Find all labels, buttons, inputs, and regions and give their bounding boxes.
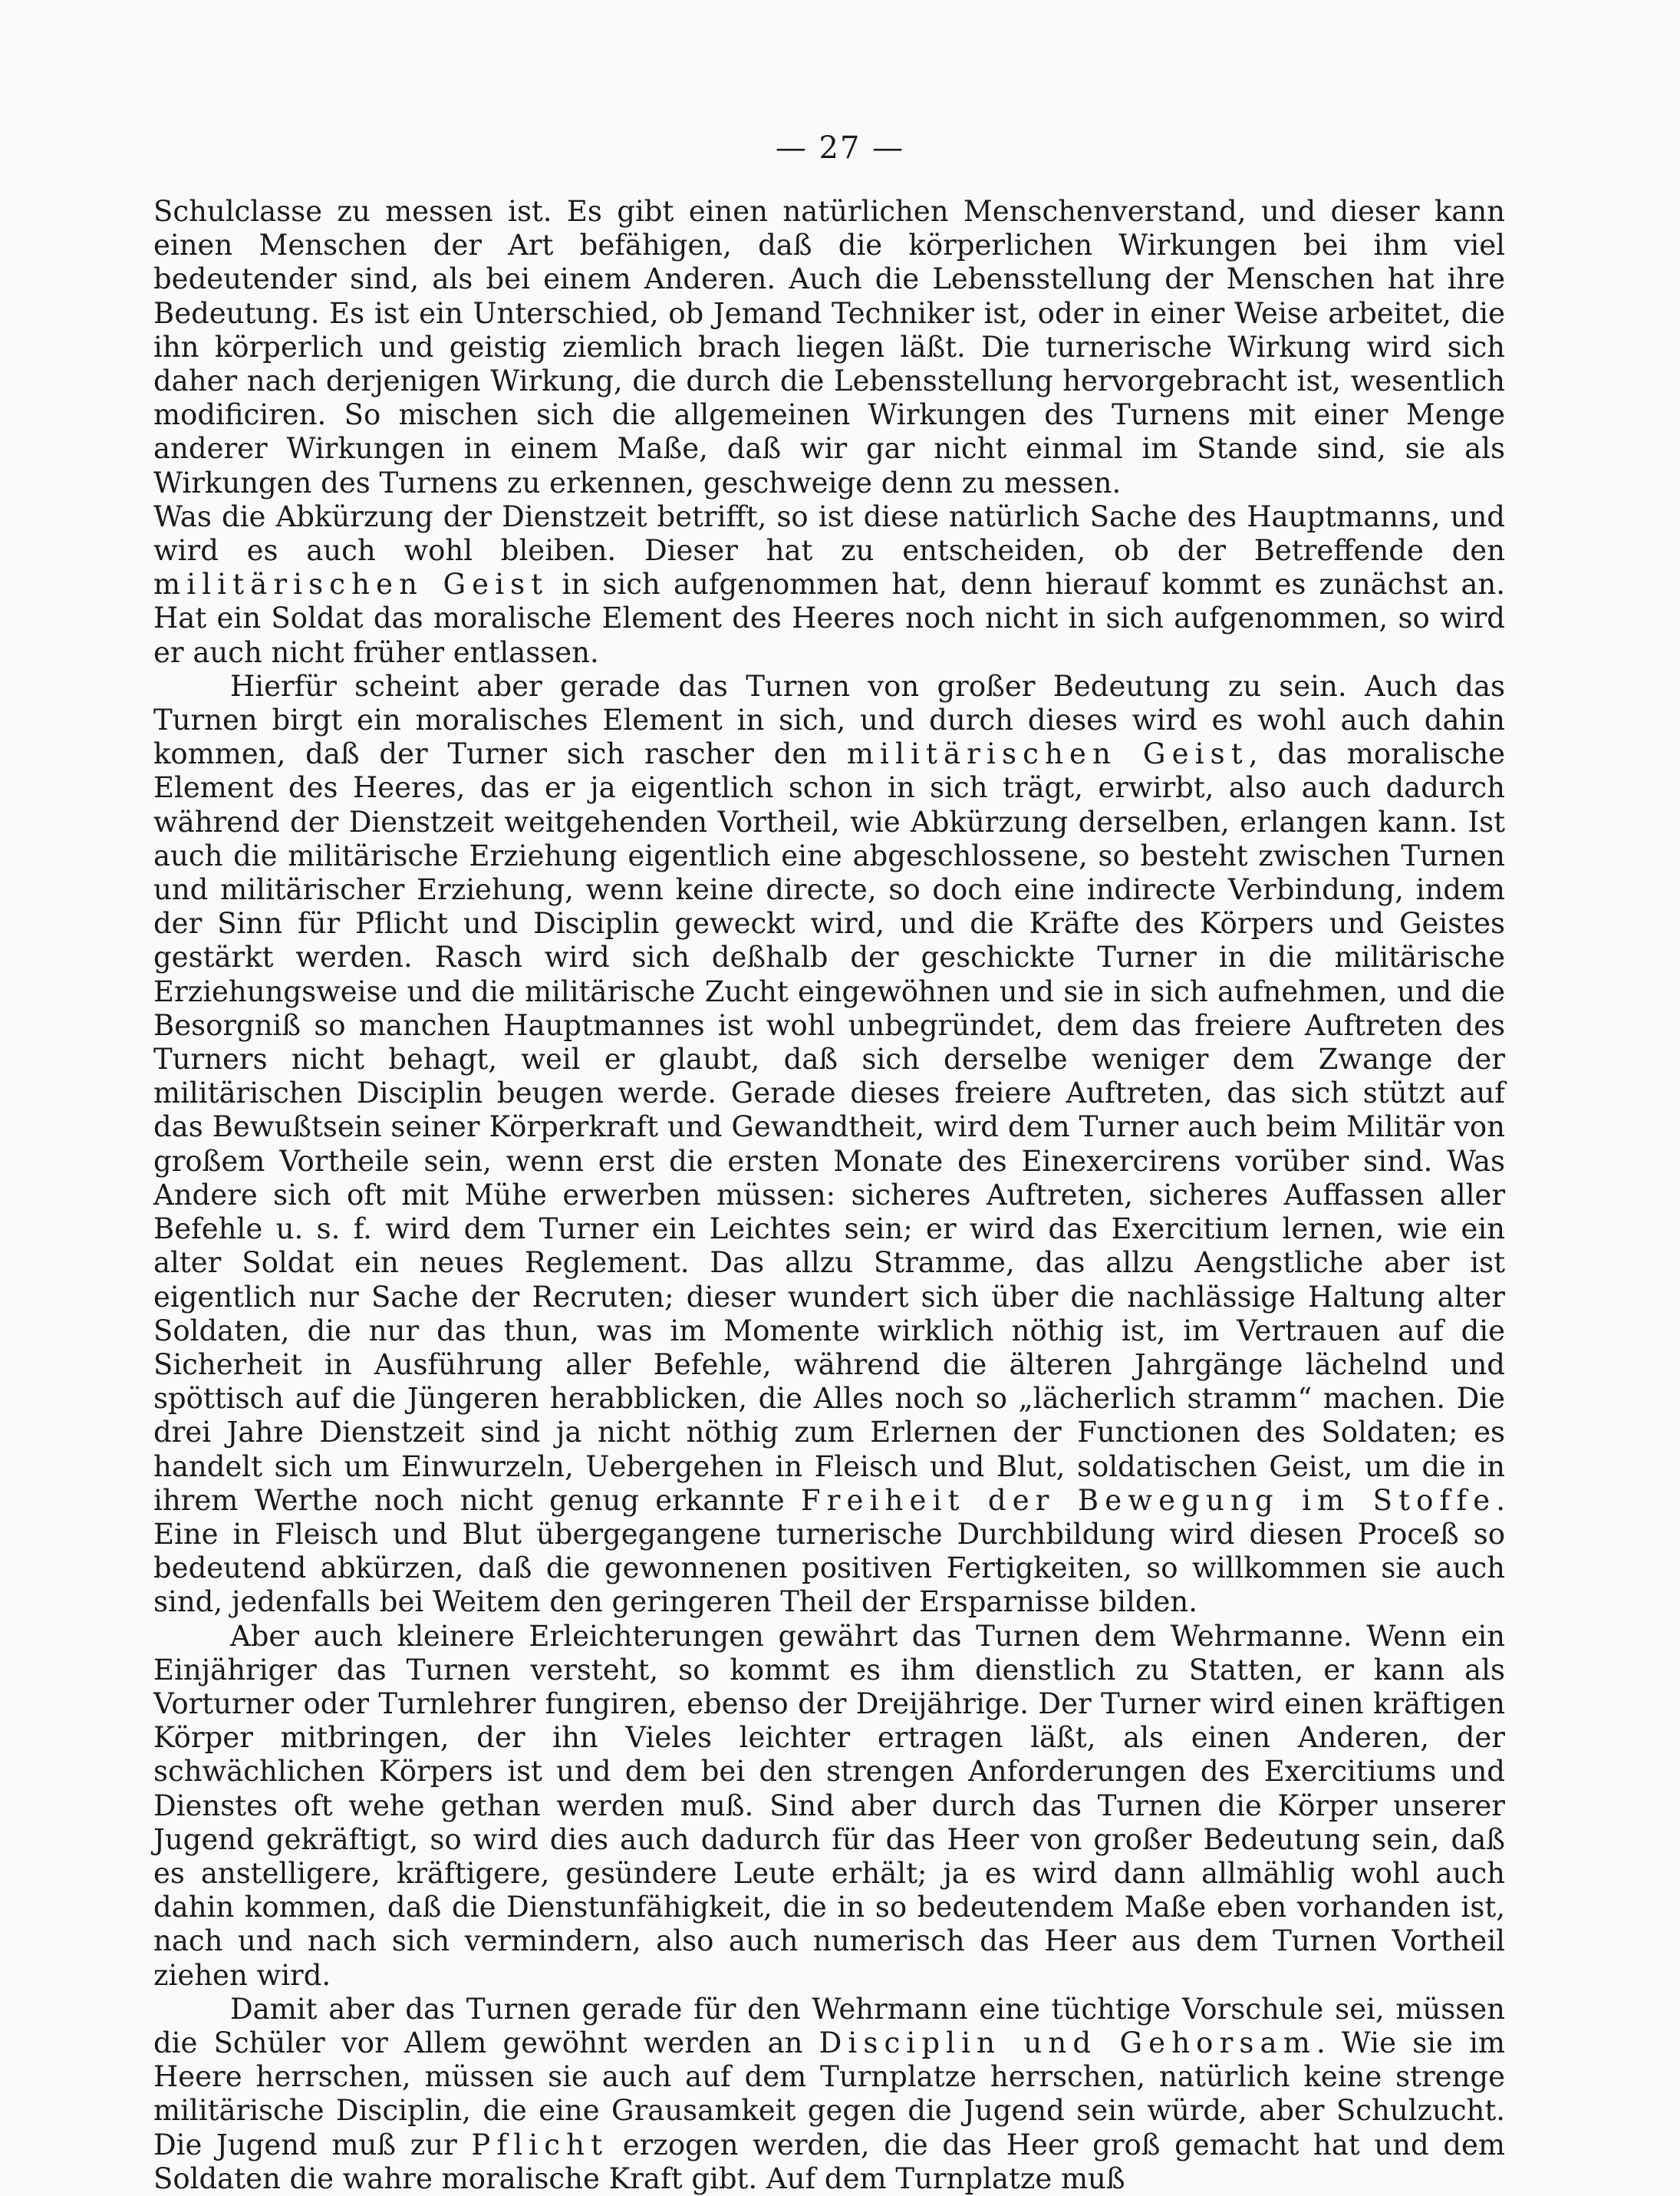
emphasized-text: Disciplin und Gehorsam [819, 2026, 1316, 2059]
text-segment: in sich aufgenommen hat, denn hierauf kommt es zunächst an. Hat ein Soldat das moralische Element des Heeres noch nicht in sich aufgenommen, so wird er auch nicht früher entlassen. [153, 568, 1505, 669]
paragraph [153, 670, 1505, 1620]
emphasized-text: Freiheit der Bewegung im Stoffe [800, 1483, 1497, 1517]
paragraph [153, 1620, 1505, 1993]
paragraph [153, 195, 1505, 500]
emphasized-text: Pflicht [471, 2128, 609, 2161]
page-number: — 27 — [775, 130, 905, 166]
text-segment: . Wie sie im Heere herrschen, müssen sie auch auf dem Turnplatze herrschen, natürlich keine strenge militärische Disciplin, die eine Grausamkeit gegen die Jugend sein würde, aber Schulzucht. Die Jugend muß zur [153, 2026, 1506, 2161]
paragraph [153, 500, 1505, 670]
text-segment: Hierfür scheint aber gerade das Turnen von großer Bedeutung zu sein. Auch das Turnen birgt ein moralisches Element in sich, und durch dieses wird es wohl auch dahin kommen, daß der Turner sich rascher den [153, 669, 1505, 771]
text-segment: Aber auch kleinere Erleichterungen gewährt das Turnen dem Wehrmanne. Wenn ein Einjähriger das Turnen versteht, so kommt es ihm dienstlich zu Statten, er kann als Vorturner oder Turnlehrer fungiren, ebenso der Dreijährige. Der Turner wird einen kräftigen Körper mitbringen, der ihn Vieles leichter ertragen läßt, als einen Anderen, der schwächlichen Körpers ist und dem bei den strengen Anforderungen des Exercitiums und Dienstes oft wehe gethan werden muß. Sind aber durch das Turnen die Körper unserer Jugend gekräftigt, so wird dies auch dadurch für das Heer von großer Bedeutung sein, daß es anstelligere, kräftigere, gesündere Leute erhält; ja es wird dann allmählig wohl auch dahin kommen, daß die Dienstunfähigkeit, die in so bedeutendem Maße eben vorhanden ist, nach und nach sich vermindern, also auch numerisch das Heer aus dem Turnen Vortheil ziehen wird. [153, 1619, 1505, 1992]
text-segment: , das moralische Element des Heeres, das er ja eigentlich schon in sich trägt, erwirbt, also auch dadurch während der Dienstzeit weitgehenden Vortheil, wie Abkürzung derselben, erlangen kann. Ist auch die militärische Erziehung eigentlich eine abgeschlossene, so besteht zwischen Turnen und militärischer Erziehung, wenn keine directe, so doch eine indirecte Verbindung, indem der Sinn für Pflicht und Disciplin geweckt wird, und die Kräfte des Körpers und Geistes gestärkt werden. Rasch wird sich deßhalb der geschickte Turner in die militärische Erziehungsweise und die militärische Zucht eingewöhnen und sie in sich aufnehmen, und die Besorgniß so manchen Hauptmannes ist wohl unbegründet, dem das freiere Auftreten des Turners nicht behagt, weil er glaubt, daß sich derselbe weniger dem Zwange der militärischen Disciplin beugen werde. Gerade dieses freiere Auftreten, das sich stützt auf das Bewußtsein seiner Körperkraft und Gewandtheit, wird dem Turner auch beim Militär von großem Vortheile sein, wenn erst die ersten Monate des Einexercirens vorüber sind. Was Andere sich oft mit Mühe erwerben müssen: sicheres Auftreten, sicheres Auffassen aller Befehle u. s. f. wird dem Turner ein Leichtes sein; er wird das Exercitium lernen, wie ein alter Soldat ein neues Reglement. Das allzu Stramme, das allzu Aengstliche aber ist eigentlich nur Sache der Recruten; dieser wundert sich über die nachlässige Haltung alter Soldaten, die nur das thun, was im Momente wirklich nöthig ist, im Vertrauen auf die Sicherheit in Ausführung aller Befehle, während die älteren Jahrgänge lächelnd und spöttisch auf die Jüngeren herabblicken, die Alles noch so „lächerlich stramm“ machen. Die drei Jahre Dienstzeit sind ja nicht nöthig zum Erlernen der Functionen des Soldaten; es handelt sich um Einwurzeln, Uebergehen in Fleisch und Blut, soldatischen Geist, um die in ihrem Werthe noch nicht genug erkannte [153, 737, 1505, 1517]
emphasized-text: militärischen Geist [846, 737, 1249, 771]
text-segment: Was die Abkürzung der Dienstzeit betrifft, so ist diese natürlich Sache des Hauptmanns, und wird es auch wohl bleiben. Dieser hat zu entscheiden, ob der Betreffende den [153, 500, 1505, 568]
text-segment: Schulclasse zu messen ist. Es gibt einen natürlichen Menschenverstand, und dieser kann einen Menschen der Art befähigen, daß die körperlichen Wirkungen bei ihm viel bedeutender sind, als bei einem Anderen. Auch die Lebensstellung der Menschen hat ihre Bedeutung. Es ist ein Unterschied, ob Jemand Techniker ist, oder in einer Weise arbeitet, die ihn körperlich und geistig ziemlich brach liegen läßt. Die turnerische Wirkung wird sich daher nach derjenigen Wirkung, die durch die Lebensstellung hervorgebracht ist, wesentlich modificiren. So mischen sich die allgemeinen Wirkungen des Turnens mit einer Menge anderer Wirkungen in einem Maße, daß wir gar nicht einmal im Stande sind, sie als Wirkungen des Turnens zu erkennen, geschweige denn zu messen. [153, 195, 1505, 500]
body-text [153, 195, 1505, 2196]
text-segment: erzogen werden, die das Heer groß gemacht hat und dem Soldaten die wahre moralische Kraft gibt. Auf dem Turnplatze muß [153, 2128, 1505, 2195]
emphasized-text: militärischen Geist [153, 568, 549, 602]
text-segment: . Eine in Fleisch und Blut übergegangene turnerische Durchbildung wird diesen Proceß so bedeutend abkürzen, daß die gewonnenen positiven Fertigkeiten, so willkommen sie auch sind, jedenfalls bei Weitem den geringeren Theil der Ersparnisse bilden. [153, 1483, 1505, 1619]
paragraph [153, 1993, 1505, 2196]
text-segment: Damit aber das Turnen gerade für den Wehrmann eine tüchtige Vorschule sei, müssen die Schüler vor Allem gewöhnt werden an [153, 1992, 1505, 2059]
